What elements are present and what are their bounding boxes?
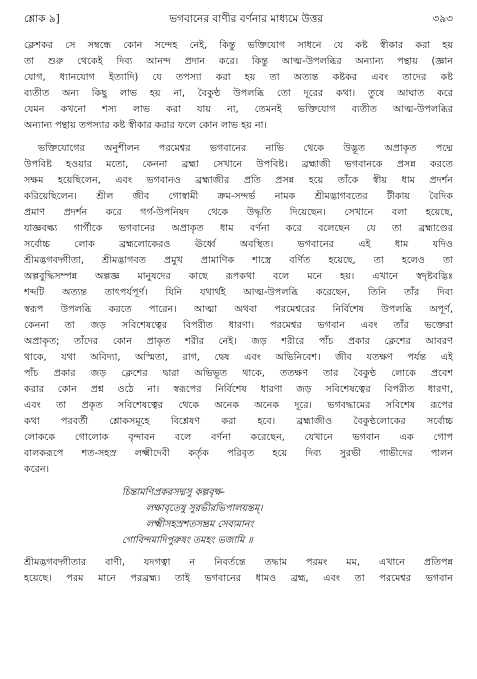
text-line: যোগ, ধ্যানযোগ ইত্যাদি) যে তপস্যা করা হয় তা অত্যন্ত কষ্টকর এবং তাদের কষ্ট [24,72,453,84]
text-line: ভক্তিযোগের অনুশীলন পরমেশ্বর ভগবানের নাভি থেকে উদ্ভূত অপ্রাকৃত পদ্মে [38,142,453,154]
text-line: উপবিষ্ট হওয়ার মতো, কেননা ব্রহ্মা সেখানে উপবিষ্ট। ব্রহ্মাজী ভগবানকে প্রসন্ন করতে [24,158,453,170]
text-line: যাজ্ঞবল্ক্য গার্গীকে ভগবানের অপ্রাকৃত ধাম বর্ণনা করে বলেছেন যে তা ব্রহ্মাণ্ডের [24,223,453,235]
header-verse-ref: শ্লোক ৯] [24,13,60,25]
text-line: থাকে, যথা অবিদ্যা, অস্মিতা, রাগ, দ্বেষ এবং অভিনিবেশ। জীব যতক্ষণ পর্যন্ত এই [24,351,453,363]
text-line: হয়েছে। পরম মানে পরব্রহ্ম। তাই ভগবানের ধামও ব্রহ্ম, এবং তা পরমেশ্বর ভগবান [24,572,453,584]
header-chapter-title: ভগবানের বাণীর বর্ণনার মাধ্যমে উত্তর [169,13,324,25]
text-line: অল্পবুদ্ধিসম্পন্ন অল্পজ্ঞ মানুষদের কাছে রূপকথা বলে মনে হয়। এখানে স্বদৃষ্টবদ্ভিঃ [24,271,453,283]
text-line: অন্যান্য পন্থায় তপস্যার কষ্ট স্বীকার করার ফলে কোন লাভ হয় না। [24,120,267,132]
sanskrit-verse [122,485,453,549]
text-line: শব্দটি অত্যন্ত তাৎপর্যপূর্ণ। যিনি যথার্থই আত্ম-উপলব্ধি করেছেন, তিনি তাঁর দিব্য [24,287,453,299]
text-line: যেমন কখনো শস্য লাভ করা যায় না, তেমনই ভক্তিযোগ ব্যতীত আত্ম-উপলব্ধির [24,104,453,116]
text-line: লোককে গোলোক বৃন্দাবন বলে বর্ণনা করেছেন, যেখানে ভগবান এক গোপ [24,432,453,444]
paragraph-1 [24,38,453,135]
text-line: প্রমাণ প্রদর্শন করে গর্গ-উপনিষদ থেকে উদ্ধৃতি দিয়েছেন। সেখানে বলা হয়েছে, [24,206,453,218]
text-line: স্বরূপ উপলব্ধি করতে পারেন। আত্মা অথবা পরমেশ্বরের নির্বিশেষ উপলব্ধি অপূর্ণ, [24,303,453,315]
text-line: অপ্রাকৃত; তাঁদের কোন প্রাকৃত শরীর নেই। জড় শরীরে পাঁচ প্রকার ক্লেশের আবরণ [24,335,453,347]
text-line: ক্লেশকর সে সম্বন্ধে কোন সন্দেহ নেই, কিন্তু ভক্তিযোগ সাধনে যে কষ্ট স্বীকার করা হয় [24,40,453,51]
text-line: তা শুরু থেকেই দিব্য আনন্দ প্রদান করে। কিন্তু আত্ম-উপলব্ধির অন্যান্য পন্থায় (জ্ঞান [24,56,453,68]
paragraph-2 [24,141,453,479]
verse-line: লক্ষাবৃতেষু সুরভীরভিপালয়ন্তম্। [146,502,263,514]
text-line: সক্ষম হয়েছিলেন, এবং ভগবানও ব্রহ্মাজীর প্রতি প্রসন্ন হয়ে তাঁকে স্বীয় ধাম প্রদর্শন [24,174,453,186]
verse-line: চিন্তামণিপ্রকরসদ্মসু কল্পবৃক্ষ- [122,486,225,498]
page-number: ৩৯৩ [432,13,453,25]
running-header [24,12,453,26]
text-line: শ্রীমদ্ভগবদ্গীতা, শ্রীমদ্ভাগবত প্রমুখ প্রামাণিক শাস্ত্রে বর্ণিত হয়েছে, তা হলেও তা [24,255,453,267]
paragraph-3 [24,555,453,587]
text-line: পাঁচ প্রকার জড় ক্লেশের দ্বারা অভিভূত থাকে, ততক্ষণ তার বৈকুণ্ঠ লোকে প্রবেশ [24,367,453,379]
verse-line: লক্ষ্মীসহস্রশতসম্ভ্রম সেব্যমানং [146,518,254,530]
text-line: করেন। [24,464,50,476]
text-line: ব্যতীত অন্য কিছু লাভ হয় না, বৈকুণ্ঠ উপলব্ধি তো দূরের কথা। তুষে আঘাত করে [24,88,453,100]
text-line: কথা পরবর্তী শ্লোকসমূহে বিশ্লেষণ করা হবে। ব্রহ্মাজীও বৈকুণ্ঠলোকের সর্বোচ্চ [24,416,453,428]
verse-line: গোবিন্দমাদিপুরুষং তমহং ভজামি ॥ [122,534,253,546]
text-line: করিয়েছিলেন। শ্রীল জীব গোস্বামী ক্রম-সন্দর্ভ নামক শ্রীমদ্ভাগবতের টীকায় বৈদিক [24,190,453,202]
text-line: এবং তা প্রকৃত সবিশেষত্বের থেকে অনেক অনেক দূরে। ভগবদ্ধামের সবিশেষ রূপের [24,400,453,412]
text-line: করার কোন প্রশ্ন ওঠে না। স্বরূপের নির্বিশেষ ধারণা জড় সবিশেষত্বের বিপরীত ধারণা, [24,383,453,395]
text-line: শ্রীমদ্ভগবদ্গীতার বাণী, যদগত্বা ন নিবর্তন্তে তদ্ধাম পরমং মম, এখানে প্রতিপন্ন [24,556,453,568]
text-line: সর্বোচ্চ লোক ব্রহ্মলোকেরও ঊর্ধ্বে অবস্থিত। ভগবানের এই ধাম যদিও [24,239,453,251]
text-line: বালকরূপে শত-সহস্র লক্ষ্মীদেবী কর্তৃক পরিবৃত হয়ে দিব্য সুরভী গাভীদের পালন [24,448,453,460]
text-line: কেননা তা জড় সবিশেষত্বের বিপরীত ধারণা। পরমেশ্বর ভগবান এবং তাঁর ভক্তেরা [24,319,453,331]
